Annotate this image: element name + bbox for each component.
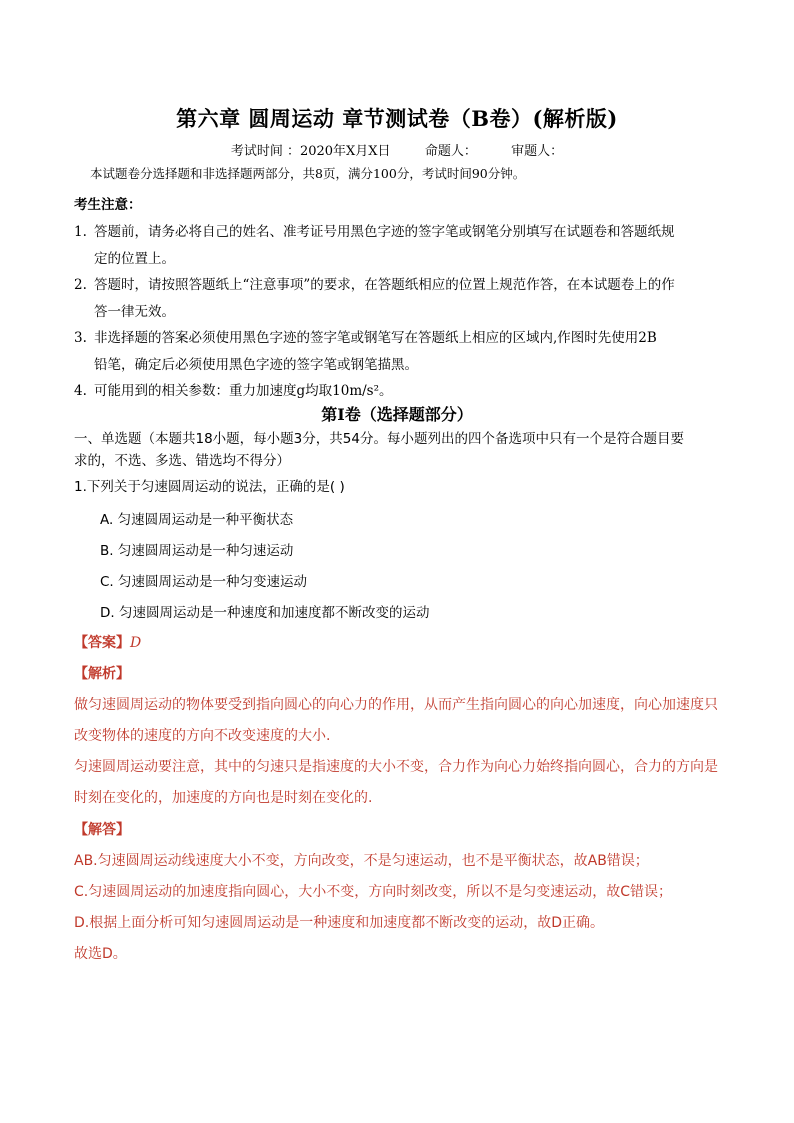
exam-time: 考试时间 ：2020年X月X日 — [230, 144, 391, 159]
notice-item: 1. 答题前，请务必将自己的姓名、准考证号用黑色字迹的签字笔或钢笔分别填写在试题卷和答题纸规 定的位置上。 — [74, 224, 675, 267]
page-title: 第六章 圆周运动 章节测试卷（B卷）(解析版) — [176, 106, 618, 131]
option-a: A. 匀速圆周运动是一种平衡状态 — [100, 512, 294, 528]
setter-label: 命题人： — [424, 144, 477, 159]
notice-list — [74, 219, 734, 405]
section-title: 第I卷（选择题部分） — [321, 405, 473, 424]
solution-text: AB.匀速圆周运动线速度大小不变，方向改变，不是匀速运动，也不是平衡状态，故AB错误； C.匀速圆周运动的加速度指向圆心，大小不变，方向时刻改变，所以不是匀变速运动，故C错误； D.根据上面分析可知匀速圆周运动是一种速度和加速度都不断改变的运动，故D正确。 故选D。 — [74, 853, 672, 962]
notice-item: 2. 答题时，请按照答题纸上“注意事项”的要求，在答题纸相应的位置上规范作答，在本试题卷上的作 答一律无效。 — [74, 277, 675, 320]
analysis-text: 做匀速圆周运动的物体要受到指向圆心的向心力的作用，从而产生指向圆心的向心加速度，向心加速度只 改变物体的速度的方向不改变速度的大小. 匀速圆周运动要注意，其中的匀速只是指速度的大小不变，合力作为向心力始终指向圆心，合力的方向是 时刻在变化的，加速度的方向也是时刻在变化的. — [74, 697, 718, 806]
reviewer-label: 审题人： — [511, 144, 564, 159]
option-d: D. 匀速圆周运动是一种速度和加速度都不断改变的运动 — [100, 605, 430, 621]
question-stem: 1.下列关于匀速圆周运动的说法，正确的是( ) — [74, 479, 345, 495]
notice-title: 考生注意： — [74, 197, 142, 213]
section-heading: 一、单选题（本题共18小题，每小题3分，共54分。每小题列出的四个备选项中只有一个是符合题目要 求的，不选、多选、错选均不得分） — [74, 431, 684, 469]
option-b: B. 匀速圆周运动是一种匀速运动 — [100, 543, 294, 559]
option-c: C. 匀速圆周运动是一种匀变速运动 — [100, 574, 308, 590]
notice-item: 4. 可能用到的相关参数：重力加速度g均取10m/s²。 — [74, 383, 393, 399]
analysis-tag: 【解析】 — [74, 666, 130, 682]
answer-value: D — [130, 635, 142, 651]
answer-tag: 【答案】D — [74, 635, 142, 651]
exam-meta — [0, 140, 794, 159]
solution-tag: 【解答】 — [74, 822, 130, 838]
notice-item: 3. 非选择题的答案必须使用黑色字迹的签字笔或钢笔写在答题纸上相应的区域内,作图时先使用2B 铅笔，确定后必须使用黑色字迹的签字笔或钢笔描黑。 — [74, 330, 657, 373]
exam-intro: 本试题卷分选择题和非选择题两部分，共8页，满分100分，考试时间90分钟。 — [90, 166, 526, 181]
